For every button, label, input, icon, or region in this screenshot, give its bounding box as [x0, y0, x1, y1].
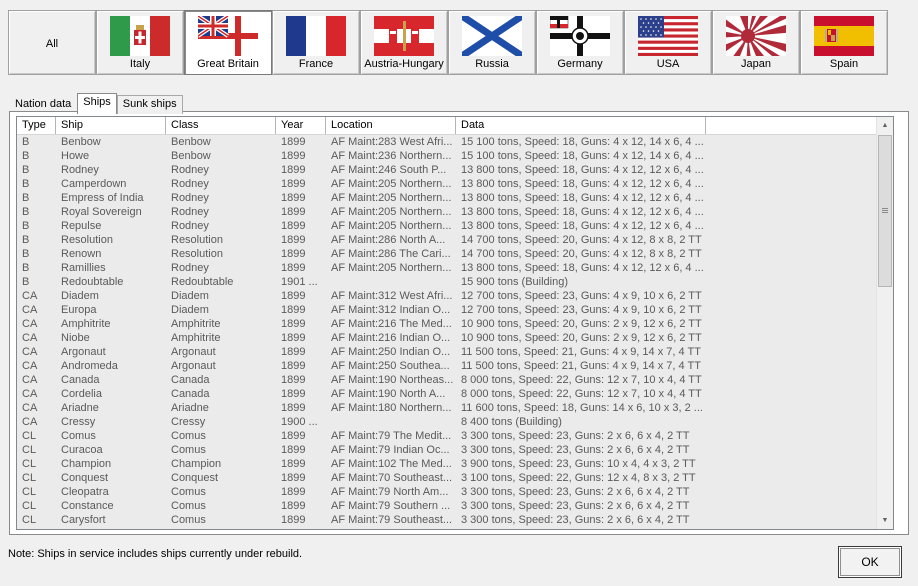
cell-data: 13 800 tons, Speed: 18, Guns: 4 x 12, 12 x 6, 4 ... [461, 220, 704, 232]
cell-year: 1899 [281, 472, 306, 484]
cell-ship: Cordelia [61, 388, 102, 400]
cell-ship: Howe [61, 150, 90, 162]
cell-ship: Renown [61, 248, 102, 260]
cell-class: Amphitrite [171, 332, 221, 344]
table-row[interactable] [17, 471, 877, 485]
cell-data: 3 100 tons, Speed: 22, Guns: 12 x 4, 8 x 3, 2 TT [461, 472, 696, 484]
cell-ship: Benbow [61, 136, 101, 148]
cell-year: 1899 [281, 248, 306, 260]
cell-year: 1899 [281, 220, 306, 232]
cell-class: Rodney [171, 178, 209, 190]
cell-class: Conquest [171, 472, 219, 484]
cell-year: 1899 [281, 500, 306, 512]
cell-class: Rodney [171, 164, 209, 176]
cell-type: B [22, 178, 30, 190]
table-row[interactable] [17, 247, 877, 261]
table-row[interactable] [17, 275, 877, 289]
cell-data: 15 900 tons (Building) [461, 276, 569, 288]
cell-ship: Argonaut [61, 346, 106, 358]
cell-location: AF Maint:205 Northern... [331, 192, 452, 204]
scrollbar-thumb[interactable] [878, 135, 892, 287]
table-row[interactable] [17, 499, 877, 513]
cell-type: B [22, 276, 30, 288]
table-row[interactable] [17, 429, 877, 443]
cell-ship: Empress of India [61, 192, 144, 204]
cell-location: AF Maint:286 The Cari... [331, 248, 451, 260]
cell-ship: Repulse [61, 220, 102, 232]
cell-class: Resolution [171, 248, 223, 260]
cell-type: B [22, 150, 30, 162]
footer-note: Note: Ships in service includes ships currently under rebuild. [8, 548, 303, 560]
list-header [17, 117, 877, 135]
cell-location [326, 415, 456, 429]
cell-data: 3 300 tons, Speed: 23, Guns: 2 x 6, 6 x 4, 2 TT [461, 486, 690, 498]
cell-class: Cressy [171, 416, 206, 428]
table-row[interactable] [17, 177, 877, 191]
cell-year: 1899 [281, 486, 306, 498]
cell-year: 1899 [281, 164, 306, 176]
cell-type: CL [22, 500, 37, 512]
table-row[interactable] [17, 303, 877, 317]
cell-type: B [22, 192, 30, 204]
cell-type: CL [22, 430, 37, 442]
cell-year: 1899 [281, 514, 306, 526]
cell-year: 1899 [281, 458, 306, 470]
table-row[interactable] [17, 345, 877, 359]
cell-type: CA [22, 304, 38, 316]
column-header-location[interactable]: Location [326, 117, 456, 134]
cell-location: AF Maint:205 Northern... [331, 178, 452, 190]
cell-type: CL [22, 486, 37, 498]
cell-ship: Champion [61, 458, 112, 470]
cell-data: 8 400 tons (Building) [461, 416, 562, 428]
table-row[interactable] [17, 191, 877, 205]
nation-button-austria-hungary[interactable] [360, 10, 448, 75]
cell-year: 1899 [281, 430, 306, 442]
cell-year: 1899 [281, 402, 306, 414]
column-header-blank [706, 117, 877, 134]
cell-data: 11 600 tons, Speed: 18, Guns: 14 x 6, 10 x 3, 2 ... [461, 402, 703, 414]
table-row[interactable] [17, 401, 877, 415]
cell-location: AF Maint:79 North Am... [331, 486, 449, 498]
cell-type: CL [22, 458, 37, 470]
nation-button-france[interactable] [272, 10, 360, 75]
cell-year: 1899 [281, 318, 306, 330]
cell-ship: Amphitrite [61, 318, 111, 330]
cell-data: 12 700 tons, Speed: 23, Guns: 4 x 9, 10 x 6, 2 TT [461, 290, 702, 302]
table-row[interactable] [17, 513, 877, 527]
cell-ship: Curacoa [61, 444, 103, 456]
cell-year: 1901 ... [281, 276, 318, 288]
nation-button-germany[interactable] [536, 10, 624, 75]
cell-class: Comus [171, 486, 206, 498]
cell-type: B [22, 234, 30, 246]
nation-filter-bar [8, 10, 908, 76]
table-row[interactable] [17, 205, 877, 219]
cell-ship: Carysfort [61, 514, 106, 526]
cell-type: B [22, 220, 30, 232]
cell-ship: Resolution [61, 234, 113, 246]
cell-type: B [22, 262, 30, 274]
cell-type: B [22, 248, 30, 260]
cell-location: AF Maint:216 The Med... [331, 318, 452, 330]
cell-data: 3 900 tons, Speed: 23, Guns: 10 x 4, 4 x 3, 2 TT [461, 458, 696, 470]
cell-class: Canada [171, 374, 210, 386]
cell-location [326, 275, 456, 289]
column-header-type[interactable]: Type [17, 117, 56, 134]
column-header-data[interactable]: Data [456, 117, 706, 134]
nation-label: Russia [475, 58, 509, 70]
cell-ship: Constance [61, 500, 114, 512]
table-row[interactable] [17, 149, 877, 163]
table-row[interactable] [17, 457, 877, 471]
cell-data: 8 000 tons, Speed: 22, Guns: 12 x 7, 10 x 4, 4 TT [461, 388, 702, 400]
nation-label: All [45, 38, 59, 50]
cell-type: B [22, 164, 30, 176]
ships-list[interactable] [16, 116, 894, 530]
cell-ship: Cleopatra [61, 486, 109, 498]
japan-flag-icon [726, 16, 786, 56]
cell-year: 1900 ... [281, 416, 318, 428]
nation-button-japan[interactable] [712, 10, 800, 75]
france-flag-icon [286, 16, 346, 56]
cell-year: 1899 [281, 388, 306, 400]
cell-type: CA [22, 332, 38, 344]
cell-class: Diadem [171, 290, 209, 302]
column-header-ship[interactable]: Ship [56, 117, 166, 134]
cell-class: Champion [171, 458, 222, 470]
cell-class: Rodney [171, 262, 209, 274]
cell-location: AF Maint:79 Southeast... [331, 514, 453, 526]
cell-location: AF Maint:102 The Med... [331, 458, 452, 470]
cell-class: Canada [171, 388, 210, 400]
nation-button-italy[interactable] [96, 10, 184, 75]
cell-location: AF Maint:205 Northern... [331, 262, 452, 274]
cell-data: 10 900 tons, Speed: 20, Guns: 2 x 9, 12 x 6, 2 TT [461, 318, 702, 330]
cell-year: 1899 [281, 136, 306, 148]
grip-icon [882, 208, 888, 214]
table-row[interactable] [17, 135, 877, 149]
tab-sunk-ships[interactable]: Sunk ships [117, 95, 183, 114]
nation-label: Italy [129, 58, 151, 70]
column-header-class[interactable]: Class [166, 117, 276, 134]
cell-ship: Rodney [61, 164, 99, 176]
scroll-up-arrow-icon[interactable]: ▲ [881, 122, 889, 129]
cell-data: 3 300 tons, Speed: 23, Guns: 2 x 6, 6 x 4, 2 TT [461, 430, 690, 442]
cell-data: 12 700 tons, Speed: 23, Guns: 4 x 9, 10 x 6, 2 TT [461, 304, 702, 316]
italy-flag-icon [110, 16, 170, 56]
cell-year: 1899 [281, 178, 306, 190]
russia-flag-icon [462, 16, 522, 56]
table-row[interactable] [17, 331, 877, 345]
table-row[interactable] [17, 443, 877, 457]
cell-year: 1899 [281, 206, 306, 218]
germany-flag-icon [550, 16, 610, 56]
cell-ship: Comus [61, 430, 96, 442]
great-britain-flag-icon [198, 16, 258, 56]
cell-type: CA [22, 290, 38, 302]
cell-class: Comus [171, 430, 206, 442]
cell-ship: Canada [61, 374, 100, 386]
nation-button-russia[interactable] [448, 10, 536, 75]
cell-type: CL [22, 472, 37, 484]
cell-class: Comus [171, 514, 206, 526]
nation-button-all[interactable] [8, 10, 96, 75]
cell-data: 8 000 tons, Speed: 22, Guns: 12 x 7, 10 x 4, 4 TT [461, 374, 702, 386]
cell-class: Amphitrite [171, 318, 221, 330]
cell-data: 13 800 tons, Speed: 18, Guns: 4 x 12, 12 x 6, 4 ... [461, 178, 704, 190]
nation-label: Japan [741, 58, 771, 70]
cell-type: CA [22, 346, 38, 358]
cell-location: AF Maint:79 Southern ... [331, 500, 451, 512]
cell-ship: Conquest [61, 472, 109, 484]
scroll-down-arrow-icon[interactable]: ▼ [881, 517, 889, 524]
cell-location: AF Maint:180 Northern... [331, 402, 452, 414]
cell-class: Rodney [171, 206, 209, 218]
cell-data: 3 300 tons, Speed: 23, Guns: 2 x 6, 6 x 4, 2 TT [461, 514, 690, 526]
cell-year: 1899 [281, 150, 306, 162]
spain-flag-icon [814, 16, 874, 56]
cell-ship: Redoubtable [61, 276, 124, 288]
nation-label: Austria-Hungary [364, 58, 444, 70]
cell-location: AF Maint:79 The Medit... [331, 430, 452, 442]
cell-year: 1899 [281, 346, 306, 358]
table-row[interactable] [17, 289, 877, 303]
cell-class: Rodney [171, 192, 209, 204]
nation-label: USA [656, 58, 680, 70]
cell-year: 1899 [281, 444, 306, 456]
cell-type: CA [22, 318, 38, 330]
table-row[interactable] [17, 485, 877, 499]
cell-class: Ariadne [171, 402, 209, 414]
cell-year: 1899 [281, 304, 306, 316]
cell-type: CL [22, 514, 37, 526]
cell-ship: Europa [61, 304, 97, 316]
cell-type: CA [22, 402, 38, 414]
vertical-scrollbar[interactable] [876, 117, 893, 529]
cell-location: AF Maint:190 Northeas... [331, 374, 454, 386]
cell-ship: Ramillies [61, 262, 106, 274]
cell-year: 1899 [281, 374, 306, 386]
nation-button-great-britain[interactable] [184, 10, 272, 75]
ok-button[interactable]: OK [838, 546, 902, 578]
cell-class: Benbow [171, 136, 211, 148]
cell-location: AF Maint:250 Indian O... [331, 346, 451, 358]
cell-location: AF Maint:312 West Afri... [331, 290, 453, 302]
cell-type: CA [22, 374, 38, 386]
cell-type: CA [22, 360, 38, 372]
cell-data: 14 700 tons, Speed: 20, Guns: 4 x 12, 8 x 8, 2 TT [461, 234, 702, 246]
cell-location: AF Maint:70 Southeast... [331, 472, 453, 484]
nation-label: Great Britain [197, 58, 259, 70]
cell-location: AF Maint:205 Northern... [331, 220, 452, 232]
tab-strip [9, 93, 183, 113]
table-row[interactable] [17, 163, 877, 177]
austria-hungary-flag-icon [374, 16, 434, 56]
cell-data: 13 800 tons, Speed: 18, Guns: 4 x 12, 12 x 6, 4 ... [461, 192, 704, 204]
table-row[interactable] [17, 359, 877, 373]
cell-data: 3 300 tons, Speed: 23, Guns: 2 x 6, 6 x 4, 2 TT [461, 500, 690, 512]
cell-type: CA [22, 416, 38, 428]
cell-class: Redoubtable [171, 276, 234, 288]
table-row[interactable] [17, 317, 877, 331]
cell-type: B [22, 136, 30, 148]
cell-class: Comus [171, 444, 206, 456]
cell-data: 11 500 tons, Speed: 21, Guns: 4 x 9, 14 x 7, 4 TT [461, 360, 701, 372]
cell-location: AF Maint:205 Northern... [331, 206, 452, 218]
cell-ship: Ariadne [61, 402, 99, 414]
nation-button-usa[interactable] [624, 10, 712, 75]
cell-data: 13 800 tons, Speed: 18, Guns: 4 x 12, 12 x 6, 4 ... [461, 262, 704, 274]
cell-class: Argonaut [171, 346, 216, 358]
table-row[interactable] [17, 261, 877, 275]
nation-label: France [298, 58, 334, 70]
cell-location: AF Maint:283 West Afri... [331, 136, 453, 148]
cell-data: 14 700 tons, Speed: 20, Guns: 4 x 12, 8 x 8, 2 TT [461, 248, 702, 260]
cell-data: 15 100 tons, Speed: 18, Guns: 4 x 12, 14 x 6, 4 ... [461, 150, 704, 162]
cell-year: 1899 [281, 332, 306, 344]
cell-class: Diadem [171, 304, 209, 316]
list-body [17, 135, 877, 529]
cell-location: AF Maint:246 South P... [331, 164, 447, 176]
cell-data: 10 900 tons, Speed: 20, Guns: 2 x 9, 12 x 6, 2 TT [461, 332, 702, 344]
cell-class: Comus [171, 500, 206, 512]
cell-year: 1899 [281, 234, 306, 246]
cell-location: AF Maint:250 Southea... [331, 360, 450, 372]
cell-class: Rodney [171, 220, 209, 232]
cell-type: B [22, 206, 30, 218]
table-row[interactable] [17, 219, 877, 233]
cell-type: CA [22, 388, 38, 400]
cell-location: AF Maint:79 Indian Oc... [331, 444, 450, 456]
table-row[interactable] [17, 387, 877, 401]
cell-class: Argonaut [171, 360, 216, 372]
cell-year: 1899 [281, 290, 306, 302]
cell-year: 1899 [281, 262, 306, 274]
cell-data: 11 500 tons, Speed: 21, Guns: 4 x 9, 14 x 7, 4 TT [461, 346, 701, 358]
cell-data: 3 300 tons, Speed: 23, Guns: 2 x 6, 6 x 4, 2 TT [461, 444, 690, 456]
cell-year: 1899 [281, 360, 306, 372]
cell-type: CL [22, 444, 37, 456]
cell-data: 13 800 tons, Speed: 18, Guns: 4 x 12, 12 x 6, 4 ... [461, 164, 704, 176]
table-row[interactable] [17, 373, 877, 387]
cell-ship: Andromeda [61, 360, 118, 372]
table-row[interactable] [17, 415, 877, 429]
nation-button-spain[interactable] [800, 10, 888, 75]
tab-nation-data[interactable]: Nation data [15, 98, 72, 110]
cell-ship: Diadem [61, 290, 99, 302]
nation-label: Germany [557, 58, 603, 70]
cell-year: 1899 [281, 192, 306, 204]
usa-flag-icon [638, 16, 698, 56]
cell-ship: Cressy [61, 416, 96, 428]
cell-data: 15 100 tons, Speed: 18, Guns: 4 x 12, 14 x 6, 4 ... [461, 136, 704, 148]
column-header-year[interactable]: Year [276, 117, 326, 134]
cell-location: AF Maint:190 North A... [331, 388, 446, 400]
cell-location: AF Maint:286 North A... [331, 234, 446, 246]
cell-location: AF Maint:216 Indian O... [331, 332, 451, 344]
cell-ship: Niobe [61, 332, 90, 344]
cell-ship: Royal Sovereign [61, 206, 142, 218]
cell-class: Resolution [171, 234, 223, 246]
table-row[interactable] [17, 233, 877, 247]
cell-data: 13 800 tons, Speed: 18, Guns: 4 x 12, 12 x 6, 4 ... [461, 206, 704, 218]
cell-class: Benbow [171, 150, 211, 162]
cell-location: AF Maint:312 Indian O... [331, 304, 451, 316]
tab-ships[interactable]: Ships [77, 93, 117, 114]
cell-location: AF Maint:236 Northern... [331, 150, 452, 162]
cell-ship: Camperdown [61, 178, 127, 190]
nation-label: Spain [829, 58, 859, 70]
